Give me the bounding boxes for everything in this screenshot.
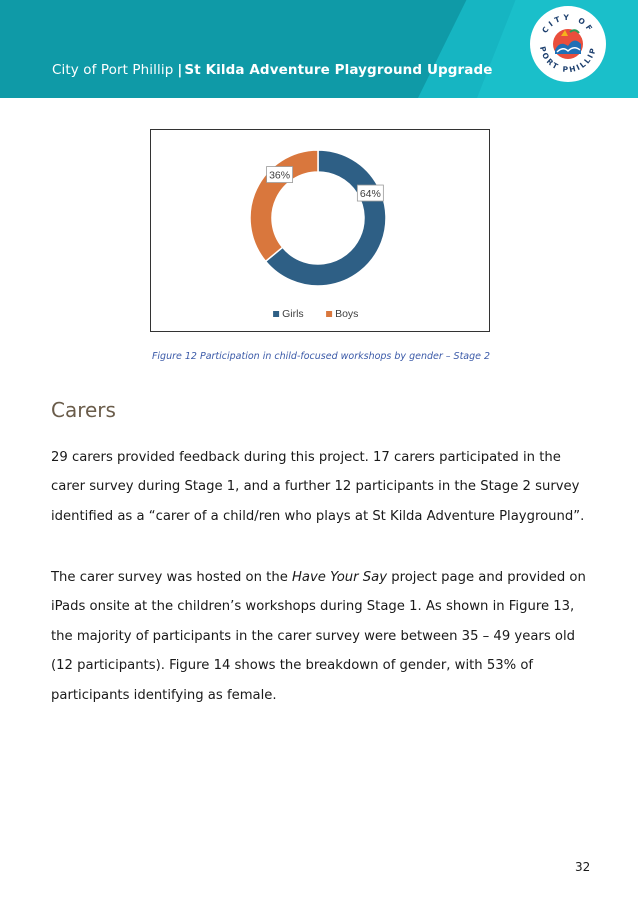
header-project: St Kilda Adventure Playground Upgrade: [184, 62, 493, 78]
svg-text:Boys: Boys: [335, 308, 359, 320]
page-header: [0, 0, 638, 98]
logo-text-bottom: PORT PHILLIP: [537, 45, 599, 75]
section-heading: Carers: [51, 398, 116, 422]
logo-emblem-icon: [530, 6, 606, 82]
chart-legend: [273, 308, 358, 320]
paragraph-carers-feedback: 29 carers provided feedback during this project. 17 carers participated in the carer survey during Stage 1, and a further 12 participants in the Stage 2 survey identified as a “carer of a child/ren who plays at St Kilda Adventure Playground”.: [51, 450, 585, 524]
paragraph-carer-survey: [51, 563, 596, 710]
figure-caption: Figure 12 Participation in child-focused workshops by gender – Stage 2: [151, 351, 491, 362]
paragraph-text-end: project page and provided on iPads onsite at the children’s workshops during Stage 1. As shown in Figure 13, the majority of participants in the carer survey were between 35 – 49 years old (12 participants). Figure 14 shows the breakdown of gender, with 53% of participants identifying as female.: [51, 570, 586, 703]
figure-12-chart: [150, 129, 490, 332]
city-of-port-phillip-logo: [530, 6, 606, 82]
donut-chart-svg: [151, 130, 489, 331]
legend-item-girls: [273, 308, 304, 320]
data-label-girls: [357, 185, 383, 201]
page-number: 32: [575, 860, 591, 874]
header-org: City of Port Phillip: [52, 62, 174, 78]
svg-text:64%: 64%: [359, 188, 381, 201]
legend-item-boys: [326, 308, 358, 320]
header-separator: |: [177, 62, 183, 78]
svg-text:36%: 36%: [269, 169, 291, 182]
svg-text:Girls: Girls: [282, 308, 304, 320]
data-label-boys: [267, 167, 293, 183]
header-title: [52, 62, 493, 78]
paragraph-text-start: The carer survey was hosted on the: [51, 570, 292, 585]
logo-text-top: CITY OF: [540, 12, 596, 35]
have-your-say-emphasis: Have Your Say: [292, 570, 388, 585]
